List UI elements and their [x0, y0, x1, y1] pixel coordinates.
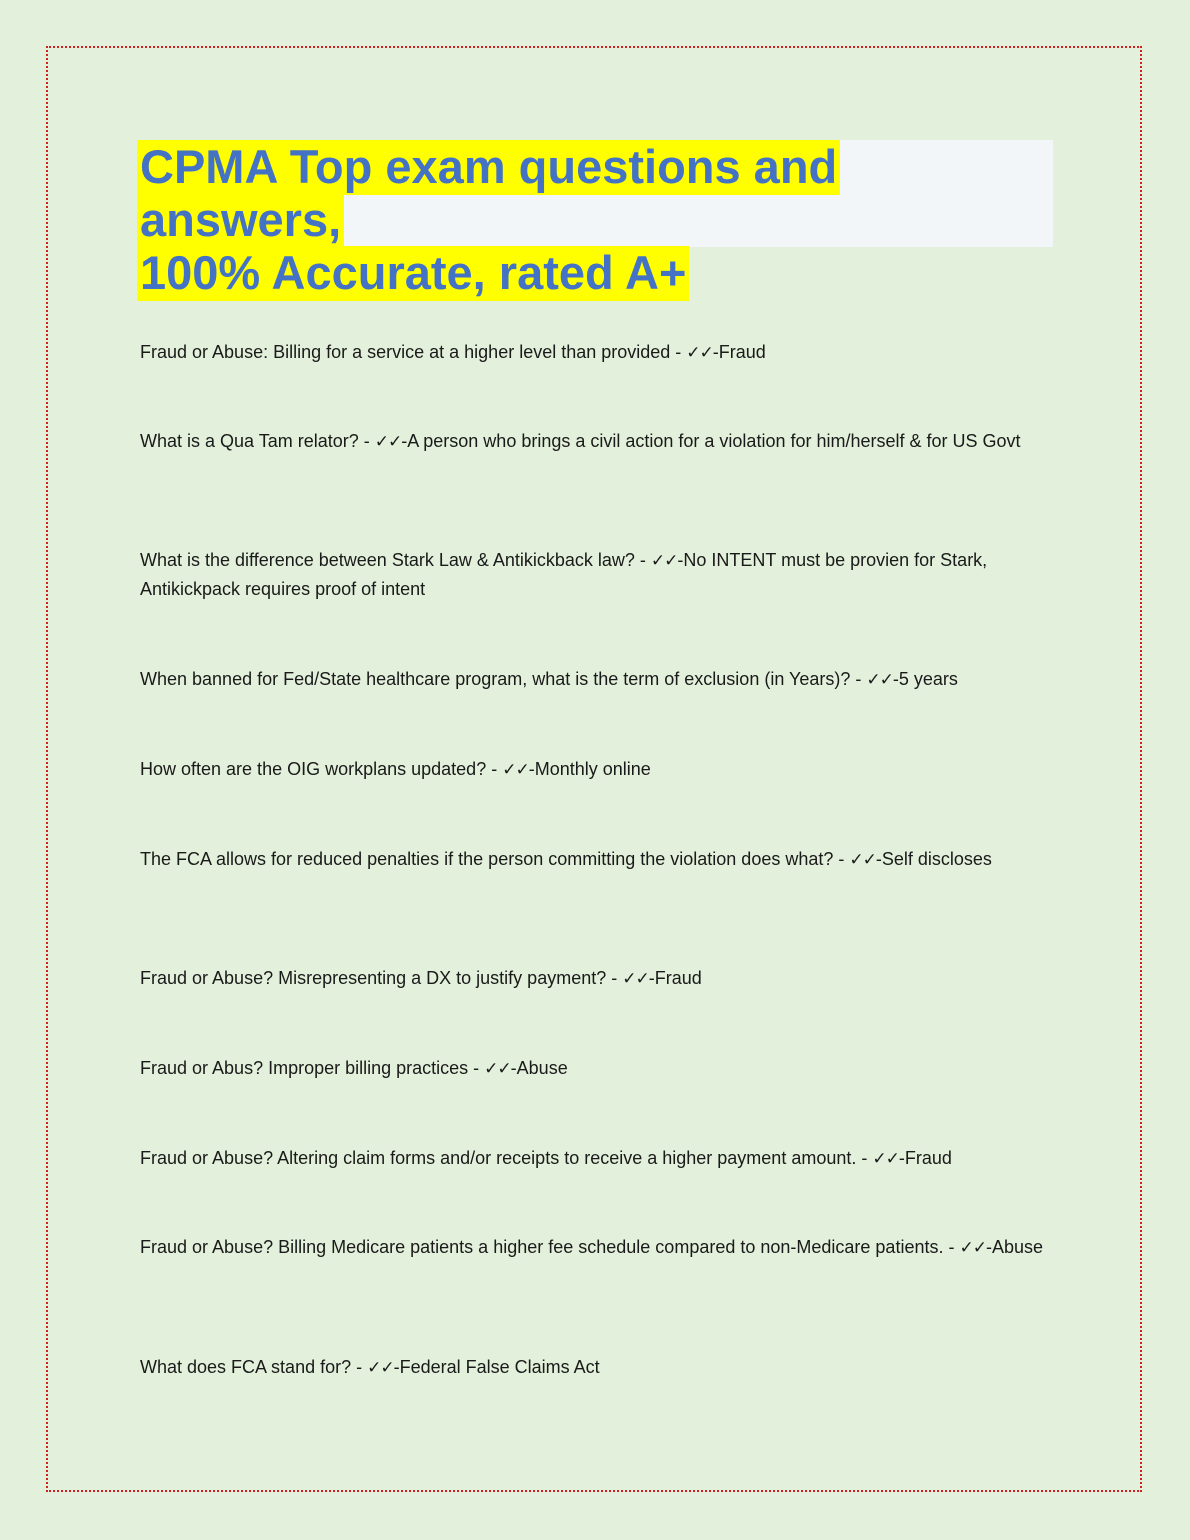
separator: -: [634, 550, 651, 570]
answer-text: -No INTENT must be provien for Stark, Antikickpack requires proof of intent: [140, 550, 988, 599]
separator: -: [670, 342, 687, 362]
qa-item: [140, 755, 1050, 784]
separator: -: [856, 1148, 873, 1168]
question-text: What does FCA stand for?: [140, 1357, 352, 1377]
separator: -: [833, 849, 850, 869]
qa-item: [140, 1054, 1050, 1083]
document-title: [137, 140, 1053, 299]
question-text: What is a Qua Tam relator?: [140, 431, 359, 451]
answer-text: -Abuse: [510, 1058, 568, 1078]
question-text: Fraud or Abuse? Billing Medicare patients a higher fee schedule compared to non-Medicare patients.: [140, 1237, 944, 1257]
double-check-icon: ✓✓: [622, 969, 649, 989]
separator: -: [850, 669, 867, 689]
answer-text: -Fraud: [712, 342, 766, 362]
qa-item: [140, 1353, 1050, 1382]
double-check-icon: ✓✓: [959, 1238, 986, 1258]
qa-item: [140, 845, 1050, 874]
title-line-2: 100% Accurate, rated A+: [137, 246, 689, 301]
separator: -: [606, 968, 623, 988]
qa-item: [140, 427, 1050, 456]
double-check-icon: ✓✓: [872, 1149, 899, 1169]
double-check-icon: ✓✓: [367, 1358, 394, 1378]
title-line-1: CPMA Top exam questions and answers,: [137, 140, 840, 248]
separator: -: [943, 1237, 960, 1257]
answer-text: -Abuse: [985, 1237, 1044, 1257]
qa-item: [140, 1144, 1050, 1173]
question-text: Fraud or Abus? Improper billing practices: [140, 1058, 469, 1078]
question-text: Fraud or Abuse? Misrepresenting a DX to justify payment?: [140, 968, 607, 988]
double-check-icon: ✓✓: [374, 432, 402, 452]
answer-text: -Monthly online: [528, 759, 651, 779]
separator: -: [468, 1058, 485, 1078]
qa-item: [140, 338, 1050, 367]
question-text: Fraud or Abuse? Altering claim forms and/or receipts to receive a higher payment amount.: [140, 1148, 857, 1168]
qa-item: [140, 964, 1050, 993]
answer-text: -Self discloses: [875, 849, 992, 869]
question-text: When banned for Fed/State healthcare program, what is the term of exclusion (in Years)?: [140, 669, 851, 689]
answer-text: -5 years: [892, 669, 958, 689]
answer-text: -Fraud: [648, 968, 702, 988]
double-check-icon: ✓✓: [866, 670, 893, 690]
title-block: [137, 140, 1053, 299]
question-text: How often are the OIG workplans updated?: [140, 759, 487, 779]
question-text: The FCA allows for reduced penalties if the person committing the violation does what?: [140, 849, 834, 869]
question-text: What is the difference between Stark Law & Antikickback law?: [140, 550, 635, 570]
answer-text: -A person who brings a civil action for a violation for him/herself & for US Govt: [401, 431, 1021, 451]
qa-item: [140, 546, 1050, 603]
answer-text: -Fraud: [898, 1148, 952, 1168]
double-check-icon: ✓✓: [650, 551, 678, 571]
qa-item: [140, 665, 1050, 694]
qa-item: [140, 1233, 1050, 1262]
double-check-icon: ✓✓: [484, 1059, 511, 1079]
separator: -: [351, 1357, 368, 1377]
double-check-icon: ✓✓: [502, 760, 529, 780]
separator: -: [486, 759, 503, 779]
double-check-icon: ✓✓: [686, 343, 713, 363]
answer-text: -Federal False Claims Act: [393, 1357, 600, 1377]
double-check-icon: ✓✓: [849, 850, 876, 870]
question-text: Fraud or Abuse: Billing for a service at a higher level than provided: [140, 342, 671, 362]
separator: -: [358, 431, 375, 451]
